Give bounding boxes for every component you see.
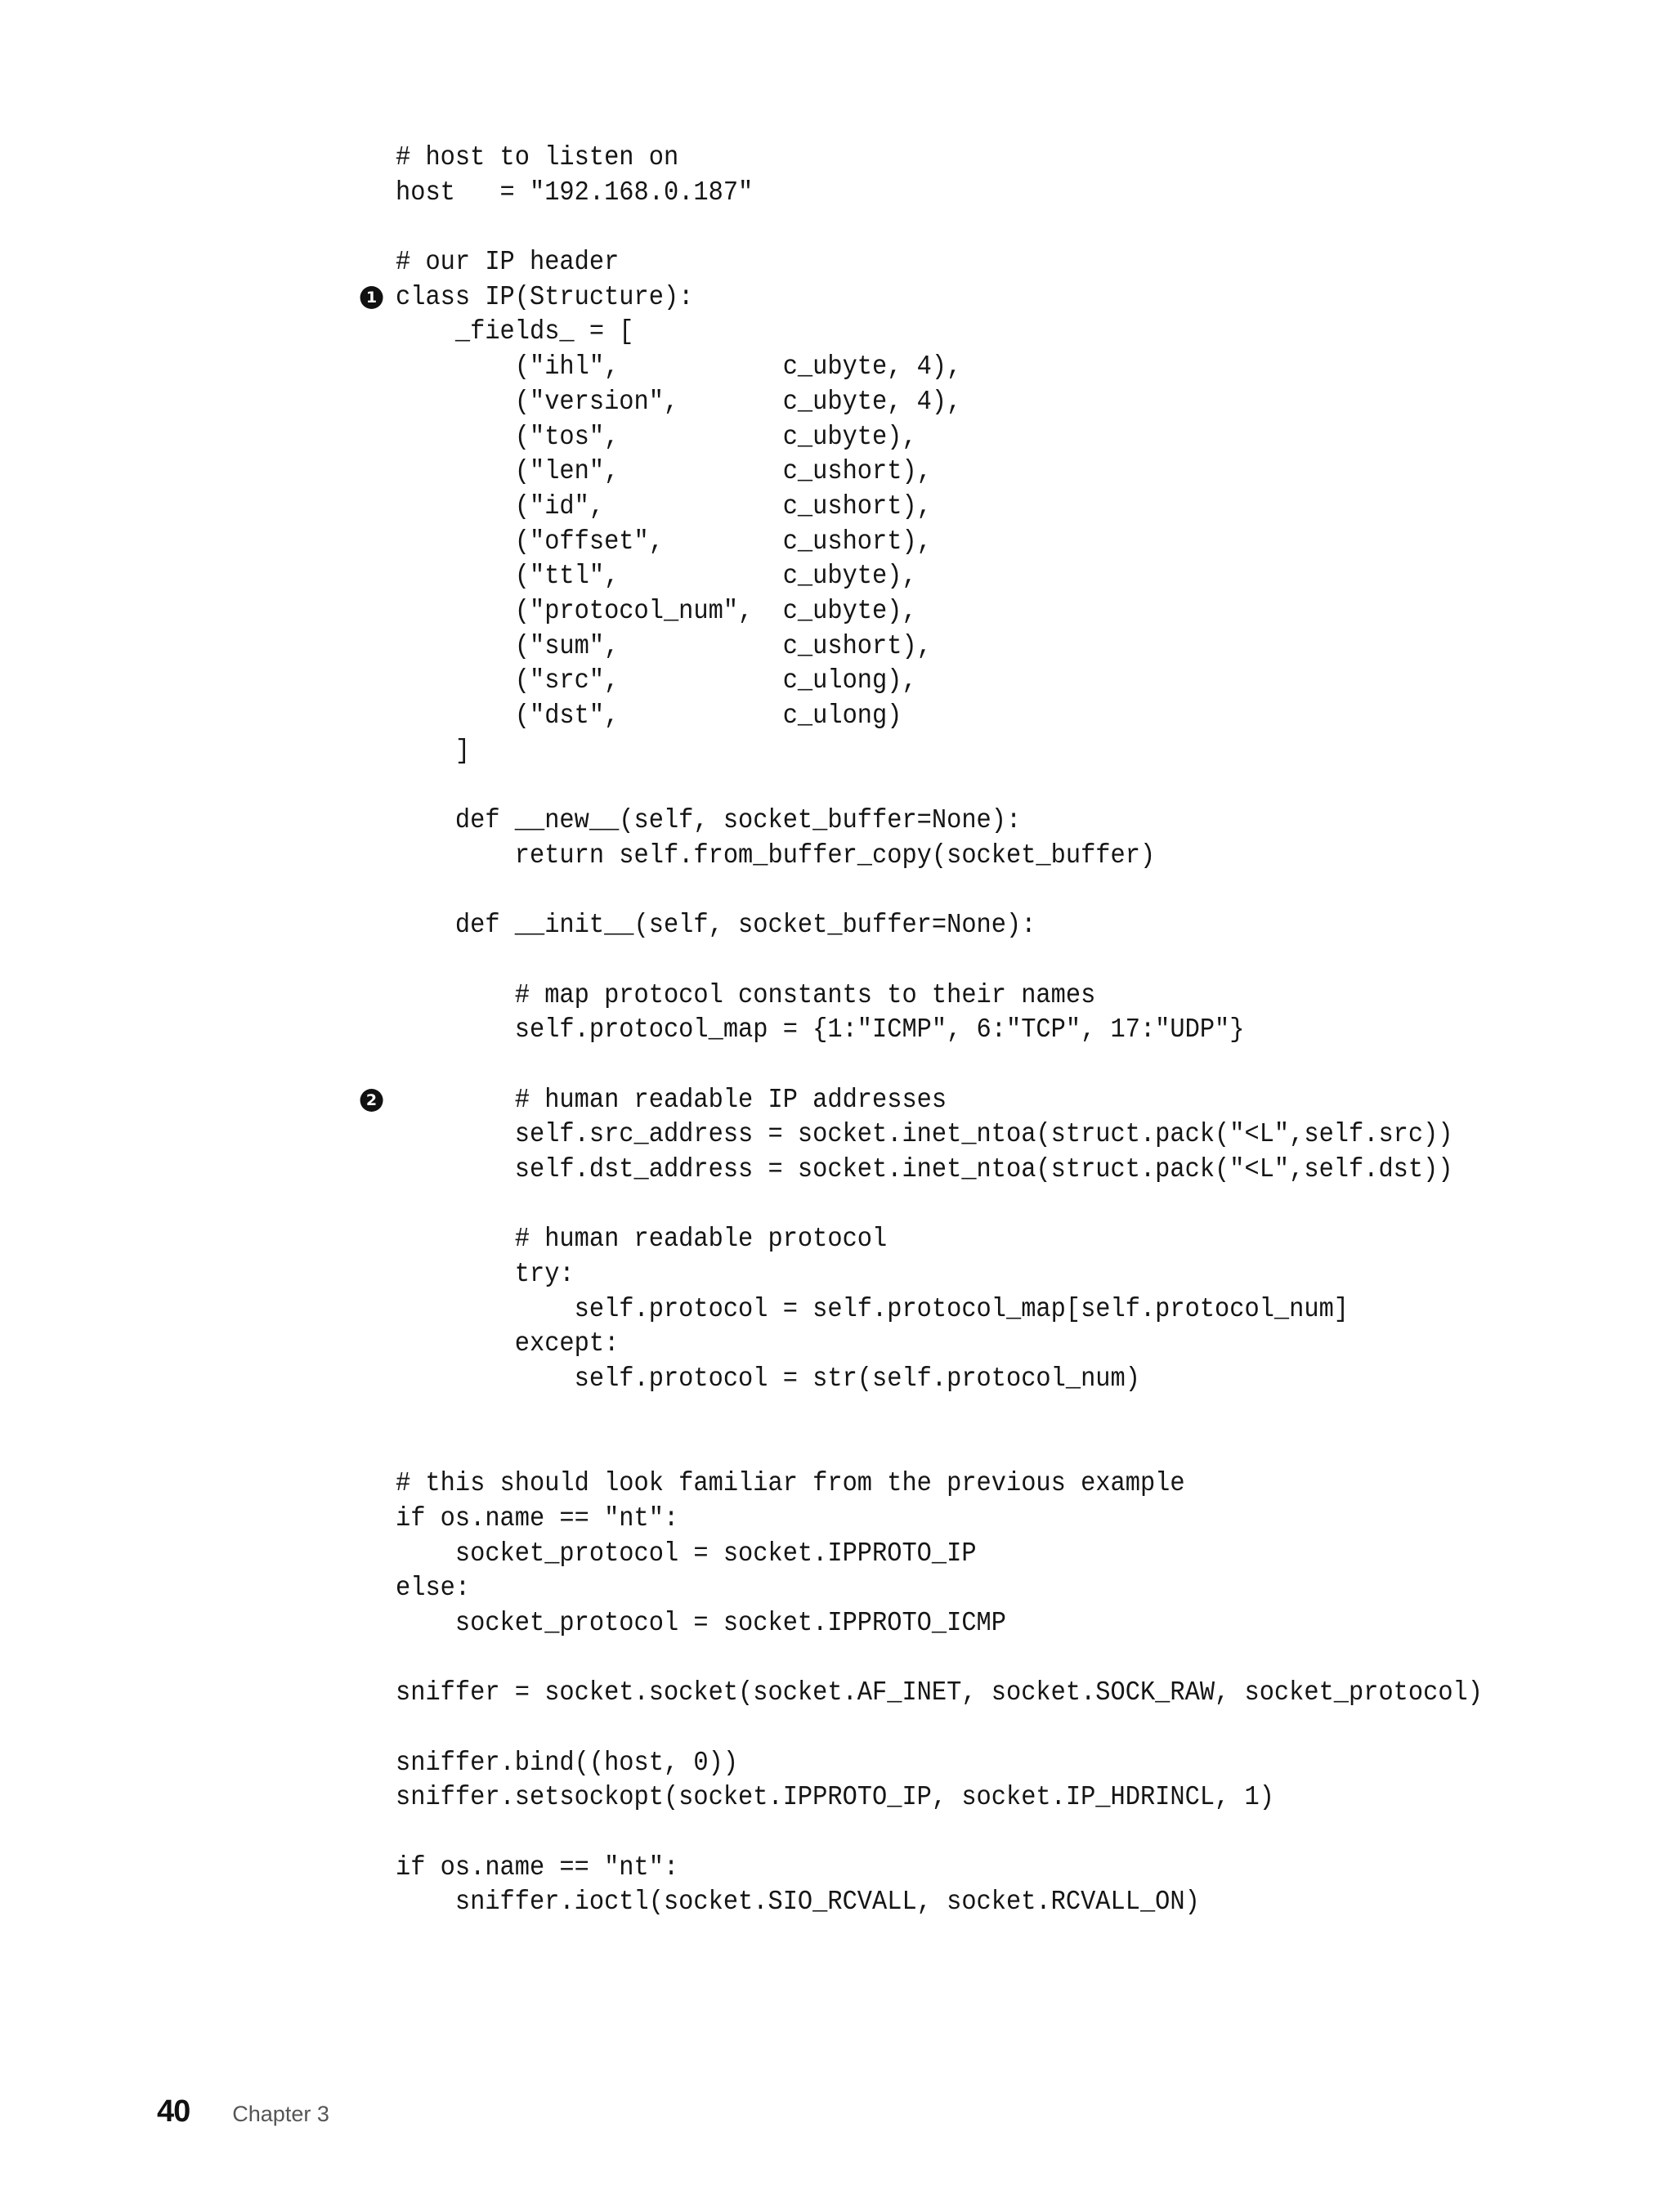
code-line-text: except: (396, 1328, 620, 1359)
code-line-text: self.src_address = socket.inet_ntoa(struct.pack("<L",self.src)) (396, 1119, 1453, 1150)
code-line-text: ("ttl", c_ubyte), (396, 561, 917, 592)
code-line-text: # map protocol constants to their names (396, 979, 1096, 1010)
code-line (396, 1431, 1524, 1466)
code-line-text: # this should look familiar from the previous example (396, 1468, 1185, 1499)
code-line (396, 1188, 1524, 1223)
code-line (396, 1606, 1524, 1641)
code-line (396, 594, 1524, 629)
code-line-text: if os.name == "nt": (396, 1852, 679, 1883)
code-line-text: ("offset", c_ushort), (396, 526, 932, 557)
code-line-text: self.dst_address = socket.inet_ntoa(struct.pack("<L",self.dst)) (396, 1153, 1453, 1184)
code-line-text: self.protocol = self.protocol_map[self.protocol_num] (396, 1293, 1349, 1324)
code-line (396, 1292, 1524, 1328)
code-line (396, 141, 1524, 176)
code-line (396, 525, 1524, 560)
code-line-text: sniffer.ioctl(socket.SIO_RCVALL, socket.RCVALL_ON) (396, 1887, 1200, 1918)
code-line (396, 1711, 1524, 1746)
code-line-text: else: (396, 1573, 471, 1604)
code-line (396, 1780, 1524, 1816)
code-line-text: ("tos", c_ubyte), (396, 421, 917, 452)
code-line (396, 839, 1524, 874)
code-line (396, 1013, 1524, 1048)
code-line-text: ] (396, 735, 471, 766)
code-line (396, 1676, 1524, 1711)
callout-marker: 1 (360, 286, 383, 309)
code-line-text: ("sum", c_ushort), (396, 630, 932, 661)
code-line-text: # human readable IP addresses (396, 1084, 947, 1115)
code-line-text: sniffer = socket.socket(socket.AF_INET, socket.SOCK_RAW, socket_protocol) (396, 1677, 1483, 1708)
code-line-text: socket_protocol = socket.IPPROTO_ICMP (396, 1607, 1006, 1638)
code-line-text: ("len", c_ushort), (396, 456, 932, 487)
code-line-text: sniffer.bind((host, 0)) (396, 1747, 739, 1778)
code-line (396, 1466, 1524, 1502)
code-line (396, 629, 1524, 665)
code-line (396, 734, 1524, 769)
code-line (396, 490, 1524, 525)
code-line (396, 210, 1524, 245)
code-line (396, 1257, 1524, 1292)
code-line (396, 1851, 1524, 1886)
code-line (396, 768, 1524, 804)
code-line (396, 350, 1524, 385)
code-line (396, 804, 1524, 839)
code-line-text: socket_protocol = socket.IPPROTO_IP (396, 1538, 977, 1569)
code-line-text: ("dst", c_ulong) (396, 701, 902, 731)
code-listing (365, 141, 1622, 1920)
chapter-label: Chapter 3 (232, 2102, 329, 2126)
code-line (396, 873, 1524, 908)
code-line (396, 1885, 1524, 1920)
code-line-text: if os.name == "nt": (396, 1502, 679, 1534)
code-line-text: # our IP header (396, 247, 620, 278)
callout-marker: 2 (360, 1089, 383, 1112)
code-line-text: # host to listen on (396, 142, 679, 172)
code-line-text: self.protocol_map = {1:"ICMP", 6:"TCP", 17:"UDP"} (396, 1014, 1245, 1046)
code-line (396, 1362, 1524, 1397)
code-line-text: ("src", c_ulong), (396, 665, 917, 696)
code-line (396, 664, 1524, 699)
code-line (396, 1502, 1524, 1537)
code-line (396, 1153, 1524, 1188)
code-line (396, 943, 1524, 978)
code-line (396, 699, 1524, 734)
code-line-text: return self.from_buffer_copy(socket_buffer) (396, 840, 1156, 871)
code-line (396, 1641, 1524, 1677)
code-line (396, 315, 1524, 350)
code-line-text: ("version", c_ubyte, 4), (396, 386, 962, 417)
page-number: 40 (157, 2094, 190, 2129)
code-line (396, 245, 1524, 280)
code-line (396, 978, 1524, 1014)
code-line (396, 1222, 1524, 1257)
code-line-text: def __new__(self, socket_buffer=None): (396, 805, 1022, 836)
code-line (396, 385, 1524, 420)
code-line-text: ("ihl", c_ubyte, 4), (396, 352, 962, 383)
code-line (396, 1746, 1524, 1781)
code-line (396, 1397, 1524, 1432)
code-line-text: try: (396, 1259, 575, 1289)
code-line (396, 1816, 1524, 1851)
code-line-text: host = "192.168.0.187" (396, 177, 754, 208)
code-line (396, 454, 1524, 490)
code-line (396, 1048, 1524, 1083)
code-line (396, 1117, 1524, 1153)
code-line-text: ("id", c_ushort), (396, 490, 932, 522)
code-line (396, 176, 1524, 211)
code-line-text: _fields_ = [ (396, 316, 634, 347)
code-line-text: # human readable protocol (396, 1224, 888, 1255)
code-line (396, 908, 1524, 943)
code-line (396, 559, 1524, 594)
code-line-text: self.protocol = str(self.protocol_num) (396, 1363, 1140, 1395)
code-line (396, 1571, 1524, 1606)
code-line (396, 1537, 1524, 1572)
code-line-text: class IP(Structure): (396, 281, 694, 312)
code-line (365, 1083, 1524, 1118)
code-line-text: sniffer.setsockopt(socket.IPPROTO_IP, socket.IP_HDRINCL, 1) (396, 1782, 1274, 1813)
code-line (396, 420, 1524, 455)
page-footer (157, 2094, 329, 2135)
code-line (365, 280, 1524, 316)
code-line (396, 1327, 1524, 1362)
code-line-text: ("protocol_num", c_ubyte), (396, 595, 917, 626)
code-line-text: def __init__(self, socket_buffer=None): (396, 910, 1036, 941)
